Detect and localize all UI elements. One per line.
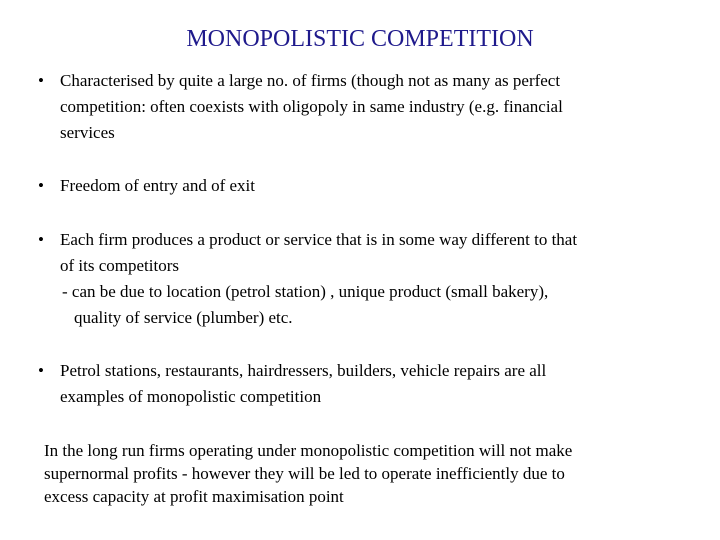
bullet-text — [60, 68, 680, 146]
bullet-line: examples of monopolistic competition — [60, 387, 322, 406]
bullet-line: Freedom of entry and of exit — [60, 176, 255, 195]
conclusion-line: In the long run firms operating under monopolistic competition will not make — [44, 441, 573, 460]
bullet-icon: • — [38, 176, 44, 195]
bullet-sub-line: - can be due to location (petrol station) , unique product (small bakery), — [62, 282, 549, 301]
conclusion-paragraph — [44, 439, 704, 508]
bullet-line: Petrol stations, restaurants, hairdressers, builders, vehicle repairs are all — [60, 361, 547, 380]
bullet-line: Characterised by quite a large no. of firms (though not as many as perfect — [60, 71, 561, 90]
bullet-text — [60, 358, 680, 410]
slide-title: MONOPOLISTIC COMPETITION — [186, 26, 534, 52]
bullet-sub-line: quality of service (plumber) etc. — [74, 308, 293, 327]
bullet-line: services — [60, 123, 115, 142]
bullet-icon: • — [38, 71, 44, 90]
bullet-text — [60, 227, 680, 331]
bullet-line: of its competitors — [60, 256, 179, 275]
bullet-icon: • — [38, 230, 44, 249]
bullet-line: competition: often coexists with oligopoly in same industry (e.g. financial — [60, 97, 563, 116]
bullet-text — [60, 173, 680, 199]
bullet-line: Each firm produces a product or service that is in some way different to that — [60, 230, 578, 249]
bullet-icon: • — [38, 361, 44, 380]
conclusion-line: excess capacity at profit maximisation point — [44, 487, 344, 506]
conclusion-line: supernormal profits - however they will be led to operate inefficiently due to — [44, 464, 565, 483]
